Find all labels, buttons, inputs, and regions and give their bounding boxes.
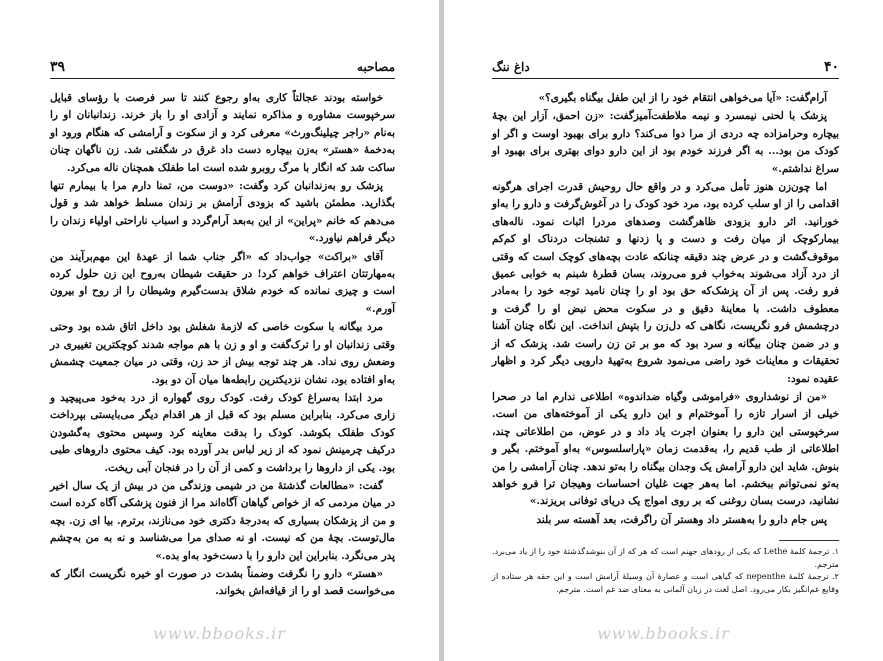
paragraph: پس جام دارو را به‌هستر داد وهستر آن راگرفت، بعد آهسته سر بلند: [536, 513, 827, 526]
right-page-body: [492, 90, 839, 529]
running-title: مصاحبه: [357, 60, 395, 74]
page-number: ۳۹: [50, 59, 66, 75]
left-page-header: [50, 58, 395, 79]
left-page: [0, 0, 439, 661]
paragraph: پزشک رو به‌زندانبان کرد وگفت: «دوست من، تمنا دارم مرا با بیمارم تنها بگذارید. مطمئن باشید که بزودی آرامش بر زندان مسلط خواهد شد و قول می‌دهم که خانم «پراین» از این به‌بعد آرام‌گردد و اسباب ناراحتی اولیاء زندان را دیگر فراهم نیاورد.»: [50, 180, 395, 245]
running-title: داغ ننگ: [492, 60, 530, 74]
watermark: www.bbooks.ir: [597, 624, 730, 643]
footnotes: [492, 545, 839, 595]
footnote-rule: [779, 540, 839, 541]
paragraph: گفت: «مطالعات گذشتهٔ من در شیمی وزندگی من در بیش از یک سال اخیر در میان مردمی که از خواص گیاهان آگاه‌اند مرا از فنون پزشکی آگاه کرده است و من از پزشکان بسیاری که به‌درجهٔ دکتری خود می‌نازند، برترم. بیا ای زن. بچه مال‌توست. بچهٔ من که نیست. او نه صدای مرا می‌شناسد و نه به من به‌چشم پدر می‌نگرد. بنابراین این دارو را با دست‌خود به‌او بده.»: [50, 479, 395, 562]
paragraph: آقای «براکت» جواب‌داد که «اگر جناب شما از عهدهٔ این مهم‌برآیند من به‌مهارتتان اعتراف خواهم کرد! در حقیقت شیطان به‌روح این زن حلول کرده است و چیزی نمانده که خودم شلاق بدست‌گیرم وشیطان را از روح او بیرون آورم.»: [50, 250, 395, 315]
paragraph: پزشک با لحنی نیمسرد و نیمه ملاطفت‌آمیزگفت: «زن احمق، آزار این بچهٔ بیچاره وحرامزاده چه دردی از مرا دوا می‌کند؟ دارو برای بهبود اوست و اگر او کودک من بود... به اگر فرزند خودم بود از این دارو دوای بهتری برای بهبود او سراغ نداشتم.»: [492, 110, 839, 175]
paragraph: مرد بیگانه با سکوت خاصی که لازمهٔ شغلش بود داخل اتاق شده بود وحتی وقتی زندانبان او را ترک‌گفت و او و زن با هم مواجه شدند کوچکترین تغییری در وضعش روی نداد. هر چند توجه بیش از حد زن، وقتی در میان جمعیت چشمش به‌او افتاده بود، نشان نزدیکترین رابطه‌ها میان آن دو بود.: [50, 321, 395, 386]
right-page: [444, 0, 883, 661]
right-page-header: [492, 58, 839, 79]
paragraph: «هستر» دارو را نگرفت وضمناً بشدت در صورت او خیره نگریست انگار که می‌خواست قصد او را از قیافه‌اش بخواند.: [50, 567, 395, 598]
left-page-body: [50, 90, 395, 601]
paragraph: مرد ابتدا به‌سراغ کودک رفت. کودک روی گهواره از درد به‌خود می‌پیچید و زاری می‌کرد. بنابراین مسلم بود که قبل از هر اقدام دیگر می‌بایستی بپرداخت کودک طفلک بکوشد. کودک را بدقت معاینه کرد وسپس محتوی به‌گشودن درکیف چرمینش نمود که از زیر لباس بدر آورده بود. کیف محتوی داروهای طبی بود. یکی از داروها را برداشت و کمی از آن را در فنجان آبی ریخت.: [50, 391, 395, 474]
footnote: ۱. ترجمهٔ کلمهٔ Lethe که یکی از رودهای جهنم است که هر که از آن بنوشدگذشتهٔ خود را از یاد می‌برد. مترجم.: [492, 546, 839, 569]
paragraph: «من از نوشداروی «فراموشی وگیاه ضداندوه» اطلاعی ندارم اما در صحرا خیلی از اسرار تازه را آموختم‌ام و این دارو یکی از آموخته‌های من است. سرخپوستی این دارو را بعنوان اجرت یاد داد و در عوض، من اطلاعاتی چند، اطلاعاتی از طب قدیم را، به‌قدمت زمان «پاراسلسوس» به‌او آموختم. بگیر و بنوش. شاید این دارو آرامش یک وجدان بیگناه را به‌تو ندهد. چنان آرامشی را من به‌تو نمی‌توانم ببخشم. اما به‌هر جهت غلیان احساسات وهیجان ترا فرو خواهد نشانید، درست بسان روغنی که بر روی امواج یک دریای توفانی بریزند.»: [492, 390, 839, 508]
paragraph: آرام‌گفت: «آیا می‌خواهی انتقام خود را از این طفل بیگناه بگیری؟»: [538, 92, 827, 104]
watermark: www.bbooks.ir: [153, 624, 286, 643]
footnote: ۲. ترجمهٔ کلمهٔ nepenthe که گیاهی است و عصارهٔ آن وسیلهٔ آرامش است و این حقه هر ستاده از وقایع غم‌انگیز بکار می‌رود. اصل لغت در زبان آلمانی به معنای ضد غم است. مترجم.: [492, 571, 840, 594]
paragraph: خواسته بودند عجالتاً کاری به‌او رجوع کنند تا سر فرصت با رؤسای قبایل سرخپوست مشاوره و مذاکره نمایند و آزادی او را باز خرند. زندانبانان او را به‌نام «راجر چیلینگ‌ورث» معرفی کرد و از سکوت و آرامشی که هنگام ورود او به‌دخمهٔ «هستر» به‌زن بیچاره دست داد غرق در شگفتی شد. زن ناگهان چنان ساکت شد که انگار با مرگ روبرو شده است اما طفلک همچنان ناله می‌کرد.: [50, 92, 395, 174]
page-number: ۴۰: [823, 59, 839, 75]
paragraph: اما چون‌زن هنوز تأمل می‌کرد و در واقع حال روحیش قدرت اجرای هرگونه اقدامی را از او سلب کرده بود، مرد خود کودک را در آغوش‌گرفت و دارو را به‌او خورانید. اثر دارو بزودی ظاهرگشت وصدهای مردرا اثبات نمود. ناله‌های بیمارکوچک از میان رفت و دست و پا زدنها و تشنجات دردناک او کم‌کم موقوف‌گشت و در عرض چند دقیقه چنانکه عادت بچه‌های کوچک است که وقتی از درد آزاد می‌شوند به‌خواب فرو می‌روند، بسان قطرهٔ شبنم به خوابی عمیق فرو رفت. پس از آن پزشک‌که حق بود او را چنان نامید توجه خود را به‌مادر معطوف داشت. با معاینهٔ دقیق و در سکوت محض نبض او را گرفت و درچشمش فرو نگریست، نگاهی که دل‌زن را بتپش انداخت. این نگاه چنان آشنا و در ضمن چنان بیگانه و سرد بود که مو بر تن زن راست شد. پزشک که از تحقیقات و معاینات خود راضی می‌نمود شروع به‌تهیهٔ دارویی دیگر کرد و اظهار عقیده نمود:: [492, 181, 839, 385]
